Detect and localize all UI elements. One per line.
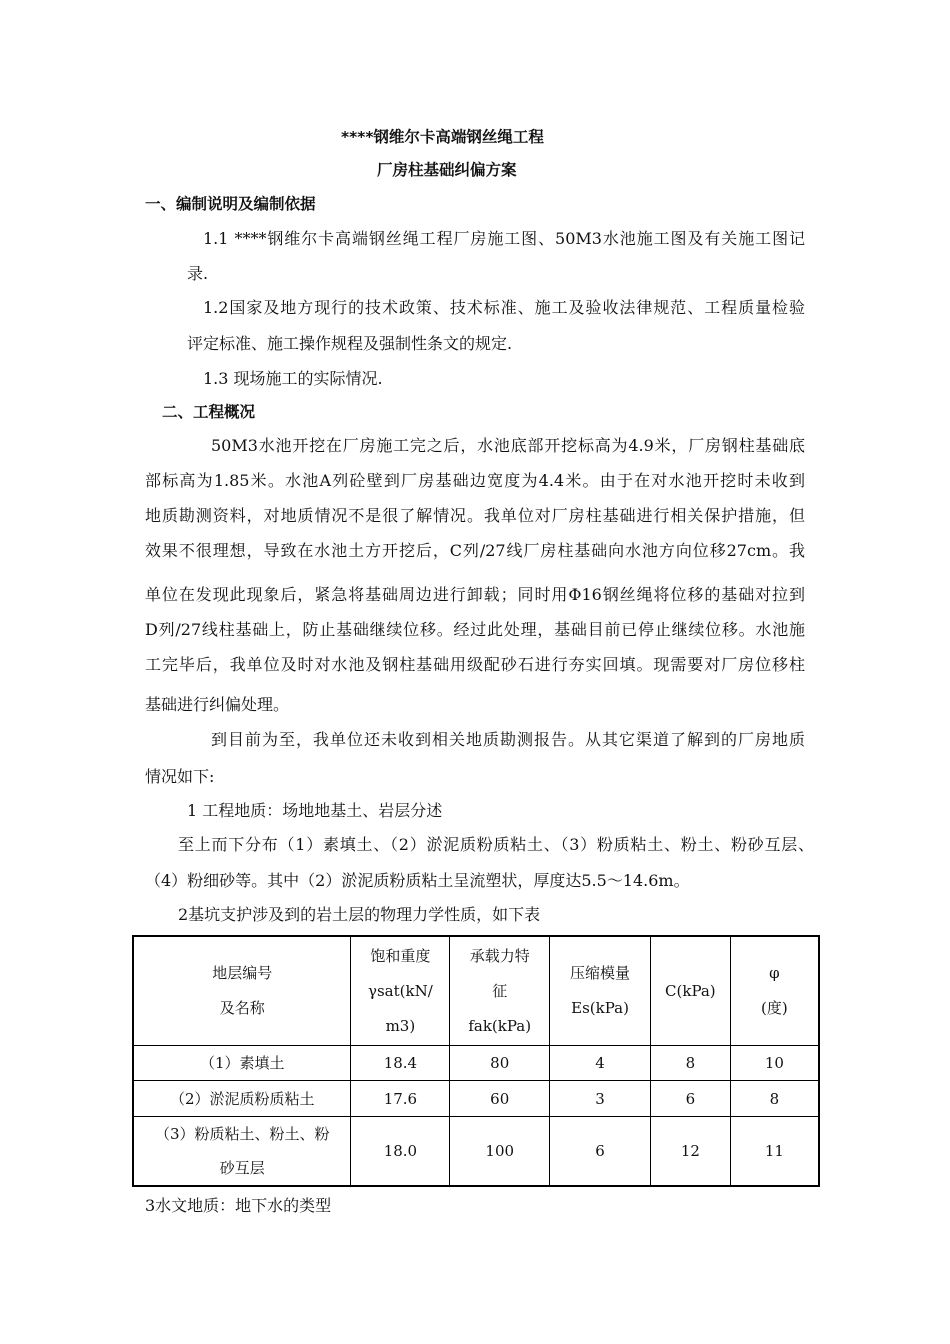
header-density: 饱和重度 γsat(kN/ m3) [351, 936, 450, 1046]
overview-line-2: 部标高为1.85米。水池A列砼壁到厂房基础边宽度为4.4米。由于在对水池开挖时未收到 [145, 471, 805, 490]
cell-bearing: 100 [450, 1117, 550, 1187]
table-row [133, 1081, 819, 1117]
cell-density: 18.4 [351, 1046, 450, 1081]
overview-line-6: D列/27线柱基础上，防止基础继续位移。经过此处理，基础目前已停止继续位移。水池施 [145, 620, 805, 639]
cell-phi: 8 [730, 1081, 819, 1117]
header-layer: 地层编号 及名称 [133, 936, 351, 1046]
section1-item3: 1.3 现场施工的实际情况. [203, 369, 383, 388]
overview-line-8: 基础进行纠偏处理。 [145, 695, 290, 714]
document-subtitle: 厂房柱基础纠偏方案 [377, 161, 517, 179]
cell-modulus: 6 [550, 1117, 651, 1187]
cell-modulus: 3 [550, 1081, 651, 1117]
table-row [133, 1117, 819, 1187]
cell-layer-name: （1）素填土 [133, 1046, 351, 1081]
table-header-row [133, 936, 819, 1046]
overview-line-5: 单位在发现此现象后，紧急将基础周边进行卸载；同时用Φ16钢丝绳将位移的基础对拉到 [145, 585, 805, 604]
cell-layer-name: （2）淤泥质粉质粘土 [133, 1081, 351, 1117]
geology-intro-line-2: 情况如下: [145, 767, 215, 786]
hydrogeology-heading: 3水文地质：地下水的类型 [145, 1196, 332, 1215]
cell-cohesion: 6 [650, 1081, 730, 1117]
section2-heading: 二、工程概况 [162, 403, 256, 421]
table-row [133, 1046, 819, 1081]
engineering-geology-heading: 1 工程地质：场地地基土、岩层分述 [187, 801, 443, 820]
header-phi: φ (度) [730, 936, 819, 1046]
cell-layer-name: （3）粉质粘土、粉土、粉 砂互层 [133, 1117, 351, 1187]
section1-item2-line2: 评定标准、施工操作规程及强制性条文的规定. [187, 334, 513, 353]
overview-line-1: 50M3水池开挖在厂房施工完之后，水池底部开挖标高为4.9米，厂房钢柱基础底 [211, 436, 805, 455]
overview-line-7: 工完毕后，我单位及时对水池及钢柱基础用级配砂石进行夯实回填。现需要对厂房位移柱 [145, 655, 805, 674]
section1-heading: 一、编制说明及编制依据 [145, 195, 316, 213]
table-intro: 2基坑支护涉及到的岩土层的物理力学性质，如下表 [178, 905, 541, 924]
cell-cohesion: 12 [650, 1117, 730, 1187]
cell-phi: 10 [730, 1046, 819, 1081]
cell-modulus: 4 [550, 1046, 651, 1081]
cell-cohesion: 8 [650, 1046, 730, 1081]
header-cohesion: C(kPa) [650, 936, 730, 1046]
geology-intro-line-1: 到目前为至，我单位还未收到相关地质勘测报告。从其它渠道了解到的厂房地质 [211, 730, 805, 749]
cell-bearing: 80 [450, 1046, 550, 1081]
strata-line-1: 至上而下分布（1）素填土、（2）淤泥质粉质粘土、（3）粉质粘土、粉土、粉砂互层、 [178, 835, 814, 854]
cell-phi: 11 [730, 1117, 819, 1187]
overview-line-4: 效果不很理想，导致在水池土方开挖后，C列/27线厂房柱基础向水池方向位移27cm。我 [145, 541, 805, 560]
overview-line-3: 地质勘测资料，对地质情况不是很了解情况。我单位对厂房柱基础进行相关保护措施，但 [145, 506, 805, 525]
cell-density: 17.6 [351, 1081, 450, 1117]
header-bearing: 承载力特 征 fak(kPa) [450, 936, 550, 1046]
section1-item1-line2: 录. [187, 264, 209, 283]
cell-bearing: 60 [450, 1081, 550, 1117]
document-title: ****钢维尔卡高端钢丝绳工程 [341, 128, 544, 146]
cell-density: 18.0 [351, 1117, 450, 1187]
section1-item1-line1: 1.1 ****钢维尔卡高端钢丝绳工程厂房施工图、50M3水池施工图及有关施工图记 [203, 229, 805, 248]
soil-properties-table [132, 935, 820, 1187]
header-modulus: 压缩模量 Es(kPa) [550, 936, 651, 1046]
section1-item2-line1: 1.2国家及地方现行的技术政策、技术标准、施工及验收法律规范、工程质量检验 [203, 298, 805, 317]
strata-line-2: （4）粉细砂等。其中（2）淤泥质粉质粘土呈流塑状，厚度达5.5～14.6m。 [145, 871, 690, 890]
